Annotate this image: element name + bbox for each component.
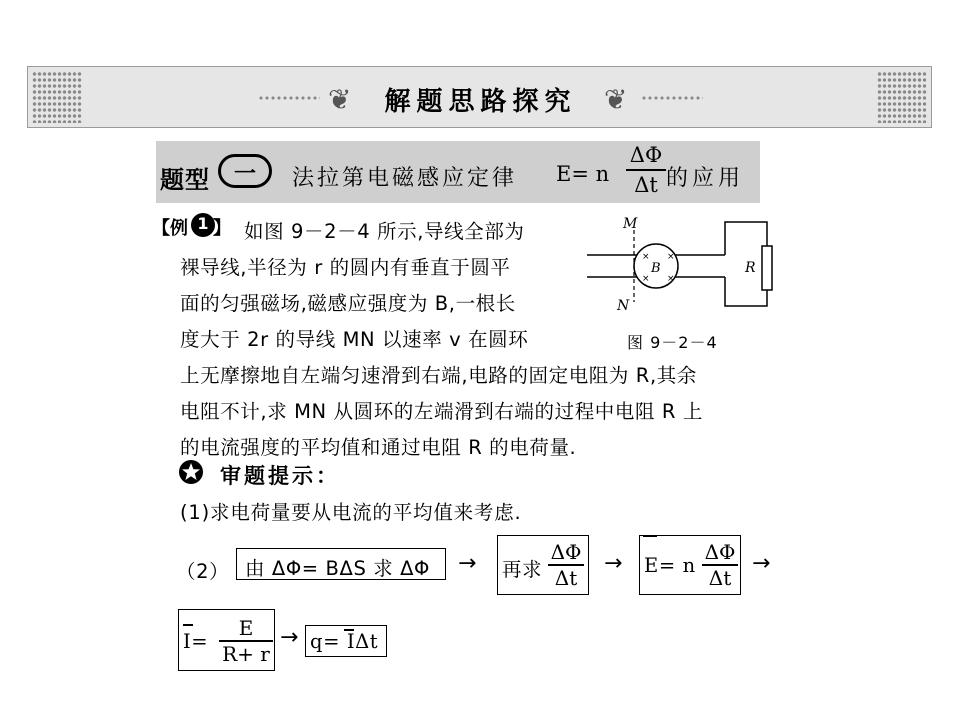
example-line-3: 面的匀强磁场,磁感应强度为 B,一根长 [180,292,516,315]
hint-item-1: (1)求电荷量要从电流的平均值来考虑. [180,501,522,524]
circuit-figure [585,210,785,330]
flow-box-2-prefix: 再求 [502,558,543,581]
ornament-left-icon: ❦ [328,83,352,116]
ornament-right-icon: ❦ [604,83,628,116]
label-m: M [623,216,638,232]
field-mark: × [642,274,650,284]
example-line-5: 上无摩擦地自左端匀速滑到右端,电路的固定电阻为 R,其余 [180,364,697,387]
flow-box-2 [497,535,589,595]
overline [643,535,657,537]
flow-box-3-prefix: E= n [644,554,696,577]
label-n: N [617,298,630,314]
flow-box-4 [178,609,275,671]
flow-box-5-text: q= IΔt [310,630,379,653]
fraction-bar [626,169,666,171]
equation-numerator: ΔΦ [629,143,663,167]
type-suffix: 的应用 [666,166,745,191]
type-number: 一 [233,162,256,187]
flow-box-2-fraction [548,540,584,590]
arrow-icon: → [604,551,623,576]
field-mark: × [642,252,650,262]
flow-box-1 [236,548,446,580]
flow-box-3-numerator: ΔΦ [704,540,736,564]
equation-denominator: Δt [634,173,658,197]
example-line-6: 电阻不计,求 MN 从圆环的左端滑到右端的过程中电阻 R 上 [180,400,703,423]
flow-box-4-lhs: I= [183,630,209,653]
flow-box-3 [639,535,741,595]
arrow-icon: → [280,625,299,650]
section-banner [27,66,932,128]
label-r: R [745,260,756,276]
type-label: 题型 [160,166,210,194]
flow-box-4-fraction [219,616,273,666]
field-mark: × [667,252,675,262]
figure-caption: 图 9－2－4 [627,333,718,352]
example-line-7: 的电流强度的平均值和通过电阻 R 的电荷量. [180,436,577,459]
flow-box-4-denominator: R+ r [222,641,270,666]
example-badge [152,214,188,240]
flow-box-3-fraction [702,540,738,590]
flow-box-2-numerator: ΔΦ [550,540,582,564]
hint-title: 审题提示： [220,464,340,488]
hint-item-2-prefix: （2） [176,560,230,583]
wire-bottom [725,277,767,306]
banner-title: 解题思路探究 [384,87,577,117]
flow-box-5 [305,625,387,657]
example-line-4: 度大于 2r 的导线 MN 以速率 v 在圆环 [180,328,529,351]
wire-top [725,222,767,255]
example-badge-close: 】 [213,218,231,239]
equation-lhs: E= n [556,162,610,186]
flow-box-4-numerator: E [238,616,254,640]
arrow-icon: → [752,551,771,576]
example-line-1: 如图 9－2－4 所示,导线全部为 [244,220,525,243]
flow-box-3-denominator: Δt [708,565,732,590]
example-line-2: 裸导线,半径为 r 的圆内有垂直于圆平 [180,256,511,279]
overline [183,624,193,626]
equation-fraction [626,143,666,197]
example-badge-open: 【例 [152,218,188,239]
type-title: 法拉第电磁感应定律 [292,166,518,191]
flow-box-2-denominator: Δt [554,565,578,590]
resistor [762,246,772,290]
field-mark: × [667,274,675,284]
label-b: B [651,261,661,276]
star-icon [178,459,204,485]
arrow-icon: → [458,551,477,576]
flow-box-1-text: 由 ΔΦ= BΔS 求 ΔΦ [245,557,431,580]
example-number: 1 [197,214,209,233]
